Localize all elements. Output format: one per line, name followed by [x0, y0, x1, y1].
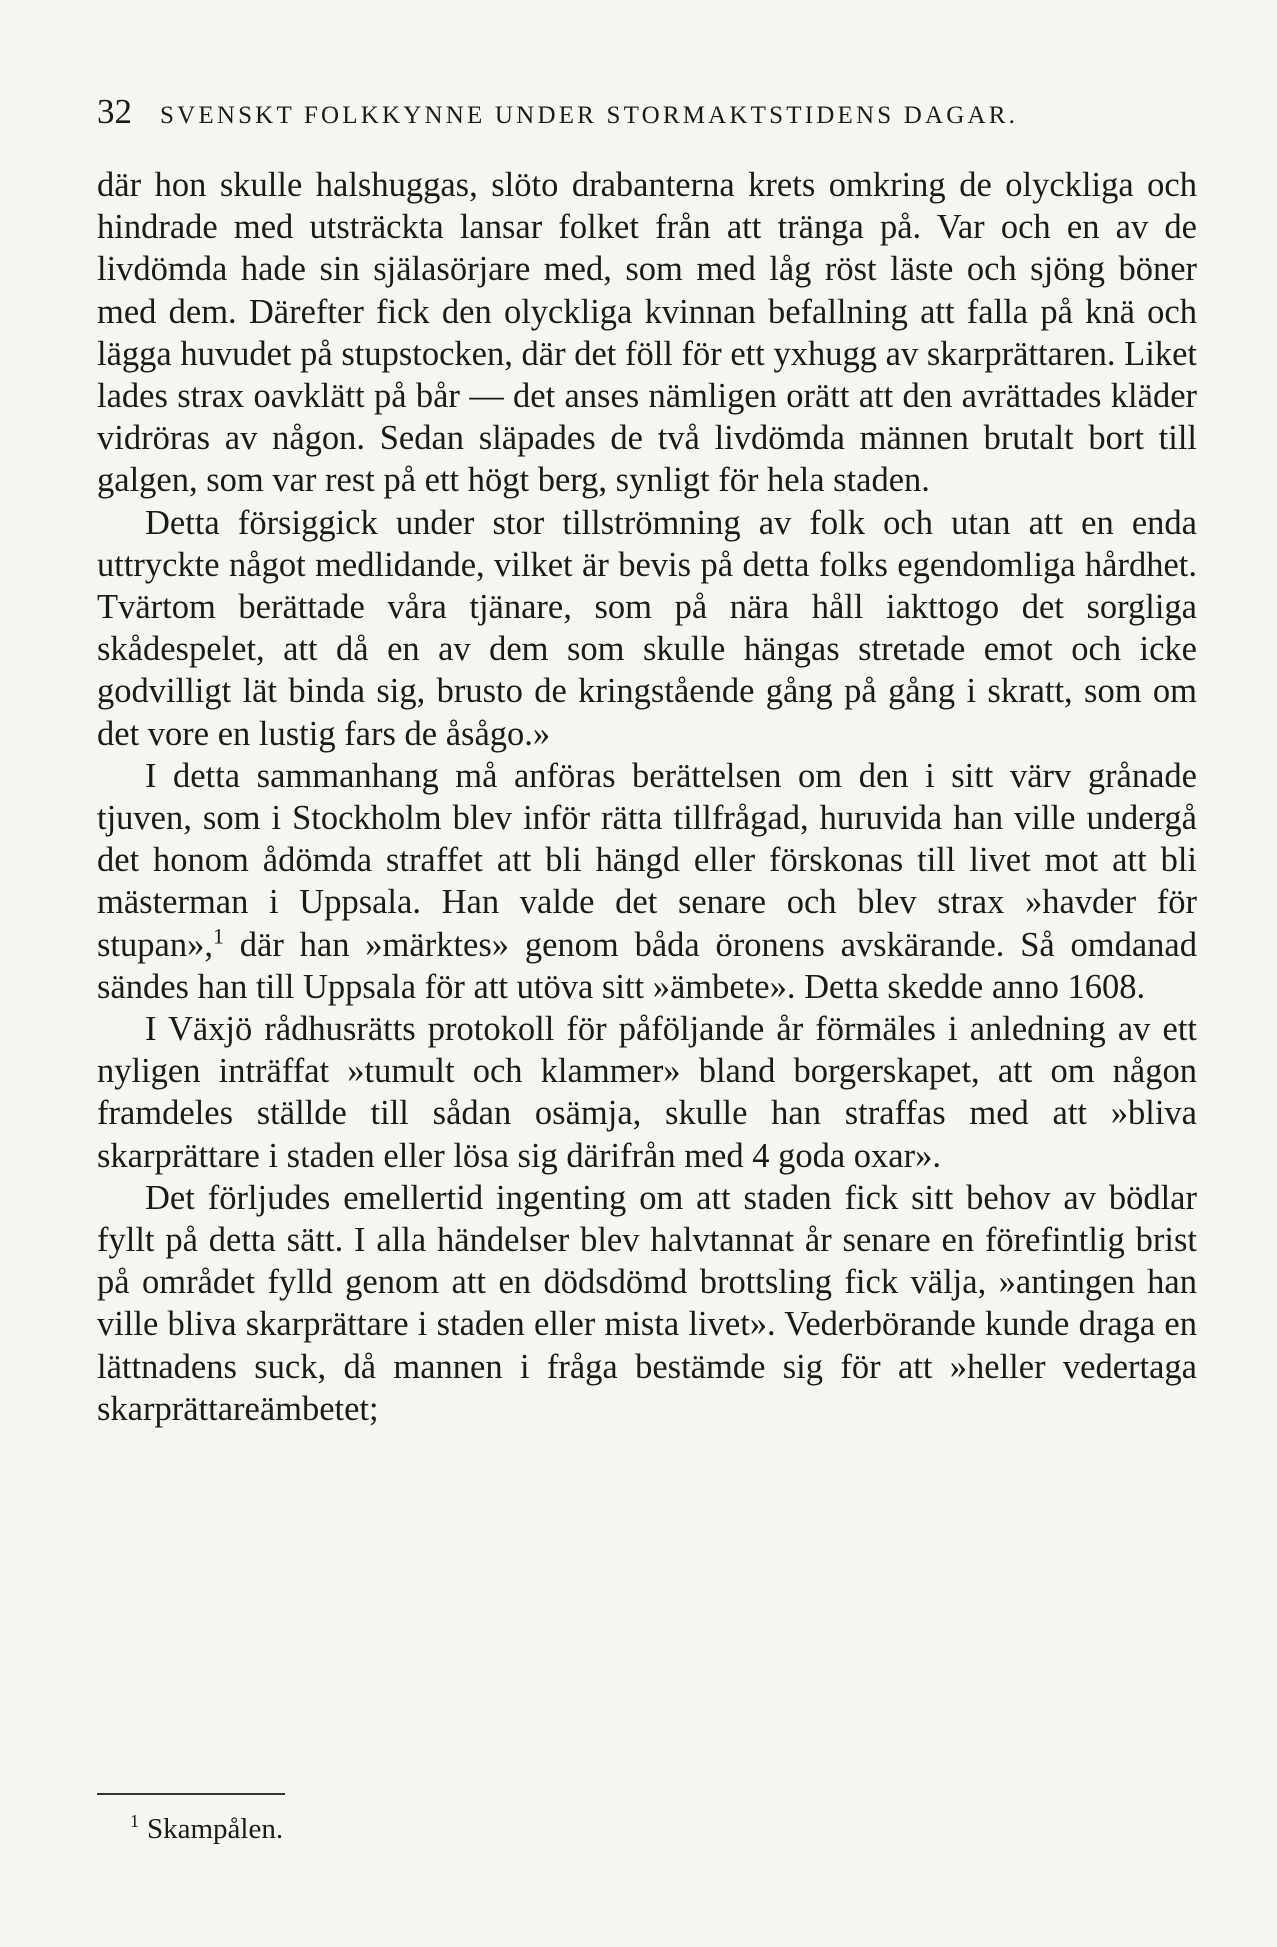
page [97, 92, 1197, 1430]
paragraph-text: I detta sammanhang må anföras berättelsen om den i sitt värv grånade tjuven, som i Stockholm blev inför rätta tillfrågad, huruvida han ville undergå det honom ådömda straffet att bli hängd eller förskonas till livet mot att bli mästerman i Uppsala. Han valde det senare och blev strax »havder för stupan», [97, 756, 1197, 964]
footnote-reference: 1 [212, 923, 224, 949]
paragraph: där hon skulle halshuggas, slöto drabanterna krets omkring de olyckliga och hindrade med utsträckta lansar folket från att tränga på. Var och en av de livdömda hade sin själasörjare med, som med låg röst läste och sjöng böner med dem. Därefter fick den olyckliga kvinnan befallning att falla på knä och lägga huvudet på stupstocken, där det föll för ett yxhugg av skarprättaren. Liket lades strax oavklätt på bår — det anses nämligen orätt att den avrättades kläder vidröras av någon. Sedan släpades de två livdömda männen brutalt bort till galgen, som var rest på ett högt berg, synligt för hela staden. [97, 166, 1197, 500]
paragraph: Det förljudes emellertid ingenting om att staden fick sitt behov av bödlar fyllt på detta sätt. I alla händelser blev halvtannat år senare en förefintlig brist på området fylld genom att en dödsdömd brottsling fick välja, »antingen han ville bliva skarprättare i staden eller mista livet». Vederbörande kunde draga en lättnadens suck, då mannen i fråga bestämde sig för att »heller vedertaga skarprättareämbetet; [97, 1178, 1197, 1428]
body-text [97, 164, 1197, 1430]
paragraph [97, 755, 1197, 1008]
paragraph: I Växjö rådhusrätts protokoll för påföljande år förmäles i anledning av ett nyligen inträffat »tumult och klammer» bland borgerskapet, att om någon framdeles ställde till sådan osämja, skulle han straffas med att »bliva skarprättare i staden eller lösa sig därifrån med 4 goda oxar». [97, 1010, 1197, 1175]
footnote [130, 1812, 283, 1846]
footnote-text: Skampålen. [147, 1813, 284, 1845]
paragraph-text: där han »märktes» genom båda öronens avskärande. Så omdanad sändes han till Uppsala för att utöva sitt »ämbete». Detta skedde anno 1608. [97, 925, 1197, 1006]
page-number: 32 [97, 92, 132, 131]
footnote-divider [97, 1793, 285, 1795]
running-head [97, 92, 1197, 132]
paragraph: Detta försiggick under stor tillströmning av folk och utan att en enda uttryckte något medlidande, vilket är bevis på detta folks egendomliga hårdhet. Tvärtom berättade våra tjänare, som på nära håll iakttogo det sorgliga skådespelet, att då en av dem som skulle hängas stretade emot och icke godvilligt lät binda sig, brusto de kringstående gång på gång i skratt, som om det vore en lustig fars de åsågo.» [97, 503, 1197, 753]
running-title: SVENSKT FOLKKYNNE UNDER STORMAKTSTIDENS DAGAR. [160, 102, 1019, 129]
footnote-number: 1 [130, 1811, 139, 1832]
